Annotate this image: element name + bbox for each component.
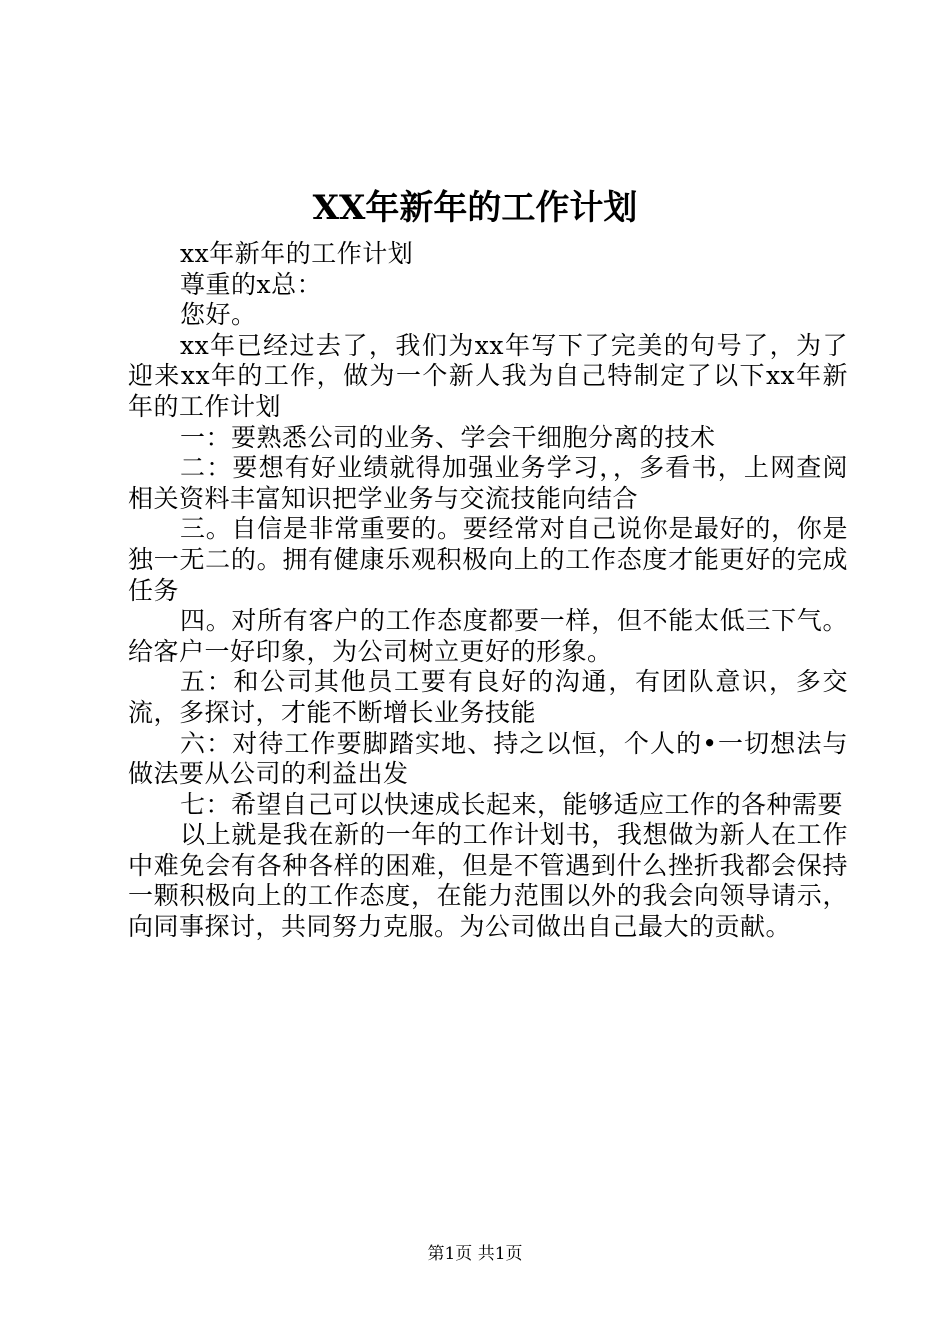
paragraph-item-3: 三。自信是非常重要的。要经常对自己说你是最好的，你是独一无二的。拥有健康乐观积极向上的工作态度才能更好的完成任务 (128, 514, 848, 605)
paragraph-intro: xx年已经过去了，我们为xx年写下了完美的句号了，为了迎来xx年的工作，做为一个新人我为自己特制定了以下xx年新年的工作计划 (128, 330, 848, 421)
page-footer: 第1页 共1页 (427, 1244, 523, 1264)
paragraph-item-7: 七：希望自己可以快速成长起来，能够适应工作的各种需要 (180, 789, 844, 819)
paragraph-greeting: 您好。 (180, 300, 257, 330)
paragraph-heading-line: xx年新年的工作计划 (180, 239, 414, 268)
paragraph-item-5: 五：和公司其他员工要有良好的沟通，有团队意识，多交流，多探讨，才能不断增长业务技能 (128, 667, 848, 727)
paragraph-item-1: 一：要熟悉公司的业务、学会干细胞分离的技术 (180, 422, 716, 452)
paragraph-conclusion: 以上就是我在新的一年的工作计划书，我想做为新人在工作中难免会有各种各样的困难，但是不管遇到什么挫折我都会保持一颗积极向上的工作态度，在能力范围以外的我会向领导请示，向同事探讨，共同努力克服。为公司做出自己最大的贡献。 (128, 820, 848, 942)
document-title: XX年新年的工作计划 (312, 188, 638, 228)
paragraph-item-2: 二：要想有好业绩就得加强业务学习，，多看书，上网查阅相关资料丰富知识把学业务与交流技能向结合 (128, 453, 848, 513)
paragraph-salutation: 尊重的x总： (180, 269, 323, 299)
paragraph-item-6: 六：对待工作要脚踏实地、持之以恒，个人的•一切想法与做法要从公司的利益出发 (128, 728, 848, 789)
paragraph-item-4: 四。对所有客户的工作态度都要一样，但不能太低三下气。给客户一好印象，为公司树立更好的形象。 (128, 606, 848, 666)
document-body (128, 239, 848, 943)
